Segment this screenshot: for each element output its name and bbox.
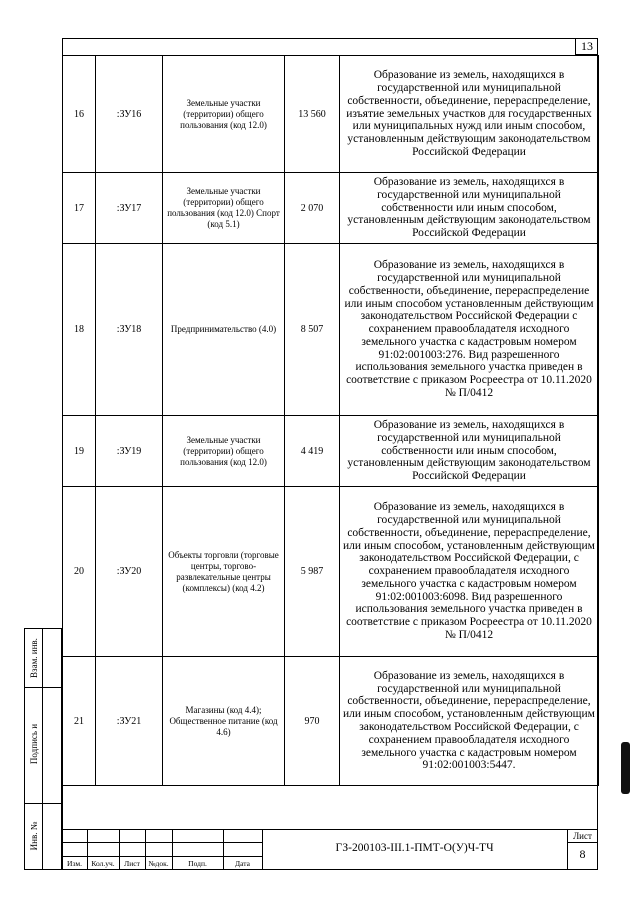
approval-strip bbox=[24, 628, 62, 870]
title-block bbox=[62, 829, 598, 870]
stamp-label-kol-uch: Кол.уч. bbox=[91, 859, 115, 868]
formation-method: Образование из земель, находящихся в государственной или муниципальной собственности, объединение, перераспределение, изъятие земельных участков для государственных или муниципальных нужд или иным способом, установленным действующим законодательством Российской Федерации bbox=[340, 56, 599, 173]
formation-method: Образование из земель, находящихся в государственной или муниципальной собственности, объединение, перераспределение, или иным способом, установленным действующим законодательством Российской Федерации, с сохранением правообладателя исходного земельного участка с кадастровым номером 91:02:001003:5447. bbox=[340, 657, 599, 786]
document-code: ГЗ-200103-III.1-ПМТ-О(У)Ч-ТЧ bbox=[335, 842, 494, 854]
table-row bbox=[63, 56, 599, 173]
stamp-label-data: Дата bbox=[235, 859, 250, 868]
stamp-label-list: Лист bbox=[124, 859, 140, 868]
plot-area: 8 507 bbox=[285, 244, 340, 416]
stamp-label-izm: Изм. bbox=[67, 859, 82, 868]
plot-area: 5 987 bbox=[285, 487, 340, 657]
plot-id: :ЗУ16 bbox=[96, 56, 163, 173]
plot-area: 13 560 bbox=[285, 56, 340, 173]
label-vzam-inv: Взам. инв. bbox=[29, 638, 39, 678]
row-number: 17 bbox=[63, 173, 96, 244]
table-row bbox=[63, 244, 599, 416]
permitted-use: Магазины (код 4.4); Общественное питание (код 4.6) bbox=[163, 657, 285, 786]
table-row bbox=[63, 657, 599, 786]
row-number: 21 bbox=[63, 657, 96, 786]
permitted-use: Земельные участки (территории) общего пользования (код 12.0) bbox=[163, 56, 285, 173]
permitted-use: Земельные участки (территории) общего пользования (код 12.0) bbox=[163, 416, 285, 487]
formation-method: Образование из земель, находящихся в государственной или муниципальной собственности или иным способом, установленным действующим законодательством Российской Федерации bbox=[340, 416, 599, 487]
formation-method: Образование из земель, находящихся в государственной или муниципальной собственности, объединение, перераспределение или иным способом установленным действующим законодательством Российской Федерации с сохранением правообладателя исходного земельного участка с кадастровым номером 91:02:001003:276. Вид разрешенного использования земельного участка приведен в соответствие с приказом Росреестра от 10.11.2020 № П/0412 bbox=[340, 244, 599, 416]
table-row bbox=[63, 487, 599, 657]
plot-area: 4 419 bbox=[285, 416, 340, 487]
row-number: 18 bbox=[63, 244, 96, 416]
plot-id: :ЗУ21 bbox=[96, 657, 163, 786]
label-podpis: Подпись и bbox=[29, 723, 39, 765]
plot-id: :ЗУ19 bbox=[96, 416, 163, 487]
plot-id: :ЗУ18 bbox=[96, 244, 163, 416]
sheet-number-box bbox=[575, 38, 598, 55]
sheet-value: 8 bbox=[579, 847, 586, 861]
row-number: 16 bbox=[63, 56, 96, 173]
permitted-use: Объекты торговли (торговые центры, торгово-развлекательные центры (комплексы) (код 4.2) bbox=[163, 487, 285, 657]
table-row bbox=[63, 416, 599, 487]
permitted-use: Предпринимательство (4.0) bbox=[163, 244, 285, 416]
sheet-number: 13 bbox=[581, 39, 593, 53]
formation-method: Образование из земель, находящихся в государственной или муниципальной собственности, объединение, перераспределение, или иным способом, установленным действующим законодательством Российской Федерации, с сохранением правообладателя исходного земельного участка с кадастровым номером 91:02:001003:6098. Вид разрешенного использования земельного участка приведен в соответствие с приказом Росреестра от 10.11.2020 № П/0412 bbox=[340, 487, 599, 657]
plot-area: 2 070 bbox=[285, 173, 340, 244]
row-number: 19 bbox=[63, 416, 96, 487]
sheet-label: Лист bbox=[573, 831, 592, 841]
formation-method: Образование из земель, находящихся в государственной или муниципальной собственности или иным способом, установленным действующим законодательством Российской Федерации bbox=[340, 173, 599, 244]
land-plots-table bbox=[62, 55, 599, 786]
plot-area: 970 bbox=[285, 657, 340, 786]
row-number: 20 bbox=[63, 487, 96, 657]
stamp-label-ndok: №док. bbox=[148, 859, 169, 868]
stamp-label-podp: Подп. bbox=[188, 859, 207, 868]
table-row bbox=[63, 173, 599, 244]
plot-id: :ЗУ20 bbox=[96, 487, 163, 657]
label-inv-no: Инв. № bbox=[29, 821, 39, 851]
binding-mark bbox=[621, 742, 630, 794]
plot-id: :ЗУ17 bbox=[96, 173, 163, 244]
permitted-use: Земельные участки (территории) общего пользования (код 12.0) Спорт (код 5.1) bbox=[163, 173, 285, 244]
